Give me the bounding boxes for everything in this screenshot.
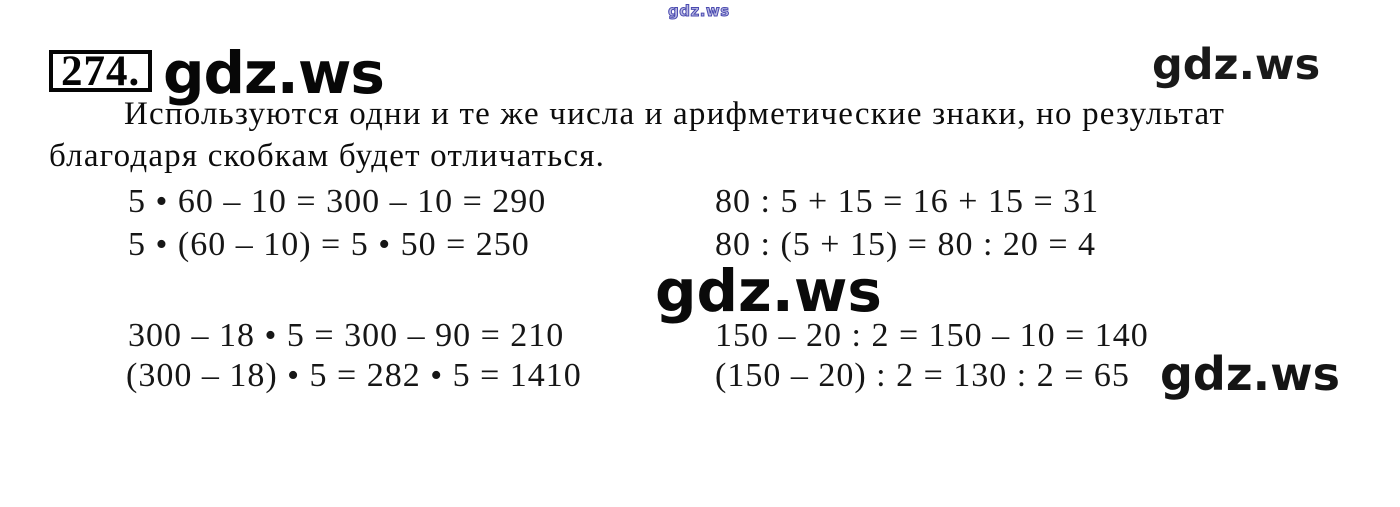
- intro-text-line2: благодаря скобкам будет отличаться.: [49, 138, 606, 174]
- equation-no-parens-subtract-multiply: 300 – 18 • 5 = 300 – 90 = 210: [128, 317, 565, 354]
- problem-number-box: [49, 47, 152, 95]
- intro-text-line1: Используются одни и те же числа и арифметические знаки, но результат: [124, 96, 1226, 132]
- equation-with-parens-divide: 80 : (5 + 15) = 80 : 20 = 4: [715, 226, 1097, 263]
- equation-with-parens-multiply: 5 • (60 – 10) = 5 • 50 = 250: [128, 226, 530, 263]
- watermark-top-small: gdz.ws: [668, 2, 730, 20]
- equation-no-parens-divide: 80 : 5 + 15 = 16 + 15 = 31: [715, 183, 1100, 220]
- watermark-top-right: gdz.ws: [1152, 40, 1321, 90]
- equation-no-parens-subtract-divide: 150 – 20 : 2 = 150 – 10 = 140: [715, 317, 1149, 354]
- equation-with-parens-subtract-multiply: (300 – 18) • 5 = 282 • 5 = 1410: [126, 357, 582, 394]
- equation-no-parens-multiply: 5 • 60 – 10 = 300 – 10 = 290: [128, 183, 547, 220]
- problem-number: 274.: [61, 47, 141, 95]
- equation-with-parens-subtract-divide: (150 – 20) : 2 = 130 : 2 = 65: [715, 357, 1130, 394]
- watermark-header: gdz.ws: [163, 39, 384, 107]
- watermark-center: gdz.ws: [655, 257, 882, 325]
- watermark-bottom-right: gdz.ws: [1160, 347, 1340, 401]
